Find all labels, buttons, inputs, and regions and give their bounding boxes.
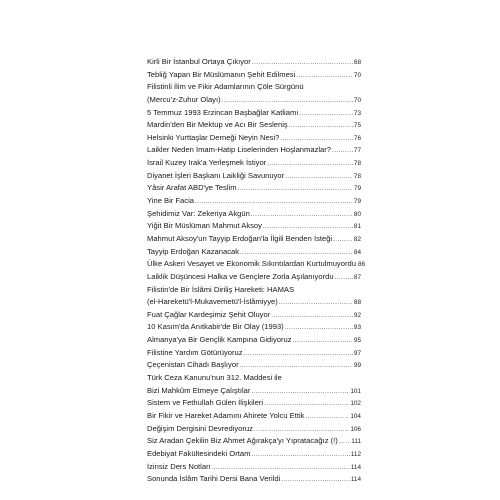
toc-entry-title: Fuat Çağlar Kardeşimiz Şehit Oluyor: [147, 309, 271, 319]
toc-entry-title: Yâsir Arafat ABD'ye Teslim: [147, 183, 237, 193]
toc-entry-page: 92: [353, 311, 361, 319]
toc-entry-title: Filistine Yardım Götürüyoruz: [147, 347, 243, 357]
toc-entry: [147, 132, 361, 145]
toc-entry: [147, 423, 361, 436]
toc-entry-page: 76: [353, 134, 361, 142]
dot-leader: [333, 234, 353, 247]
toc-entry-title: Mahmut Aksoy'un Tayyip Erdoğan'la İlgili Benden İsteği: [147, 233, 333, 243]
toc-entry: [147, 347, 361, 360]
toc-entry-title: Bir Fikir ve Hareket Adamını Ahirete Yolcu Ettik: [147, 410, 305, 420]
dot-leader: [335, 272, 353, 285]
toc-entry-page: 95: [353, 337, 361, 345]
toc-entry-page: 70: [353, 71, 361, 79]
toc-entry-page: 77: [353, 147, 361, 155]
toc-entry: [147, 309, 361, 322]
toc-entry: [147, 119, 361, 132]
toc-entry-title: Edebiyat Fakültesindeki Ortam: [147, 448, 251, 458]
toc-entry-page: 99: [353, 362, 361, 370]
dot-leader: [332, 145, 353, 158]
toc-entry: [147, 94, 361, 107]
toc-entry-title: Laiklik Düşüncesi Halka ve Gençlere Zorla Aşılanıyordu: [147, 271, 334, 281]
dot-leader: [238, 183, 353, 196]
table-of-contents: [147, 56, 366, 486]
dot-leader: [251, 209, 353, 222]
dot-leader: [289, 120, 353, 133]
dot-leader: [251, 449, 349, 462]
toc-entry-page: 73: [353, 109, 361, 117]
toc-entry: [147, 144, 361, 157]
toc-entry-page: 78: [353, 172, 361, 180]
dot-leader: [244, 348, 353, 361]
toc-entry-page: 104: [350, 412, 361, 420]
toc-entry-title: İsrail Kuzey Irak'a Yerleşmek İstiyor: [147, 158, 267, 168]
toc-entry-title: Yiğit Bir Müslüman Mahmut Aksoy: [147, 221, 262, 231]
toc-entry-title: Şehidimiz Var: Zekeriya Akgün: [147, 208, 250, 218]
toc-entry: [147, 473, 361, 486]
toc-entry-page: 114: [350, 476, 361, 484]
toc-entry-page: 112: [350, 450, 361, 458]
toc-entry-title: Siz Aradan Çekilin Biz Ahmet Ağırakça'yı Yıpratacağız (!): [147, 436, 338, 446]
toc-entry-page: 79: [353, 198, 361, 206]
toc-entry-title: Çeçenistan Cihadı Başlıyor: [147, 360, 239, 370]
toc-entry: [147, 271, 361, 284]
toc-entry-page: 114: [350, 463, 361, 471]
toc-entry-page: 102: [350, 400, 361, 408]
toc-entry-title: Türk Ceza Kanunu'nun 312. Maddesi ile: [147, 373, 282, 383]
dot-leader: [299, 108, 353, 121]
toc-entry-title: 10 Kasım'da Anıtkabir'de Bir Olay (1993): [147, 322, 284, 332]
dot-leader: [296, 70, 353, 83]
dot-leader: [279, 297, 353, 310]
toc-entry-title: Bizi Mahkûm Etmeye Çalıştılar: [147, 385, 251, 395]
toc-entry: [147, 170, 361, 183]
toc-entry-page: 70: [353, 96, 361, 104]
dot-leader: [305, 411, 349, 424]
toc-entry-title: Sonunda İslâm Tarihi Dersi Bana Verildi: [147, 474, 281, 484]
toc-entry-title: Mardin'den Bir Mektup ve Acı Bir Sesleniş: [147, 120, 288, 130]
toc-entry-title: Filistinli İlim ve Fikir Adamlarının Çöle Sürgünü: [147, 82, 304, 92]
toc-entry: [147, 397, 361, 410]
toc-entry-title: Almanya'ya Bir Gençlik Kampına Gidiyoruz: [147, 335, 292, 345]
toc-entry-page: 93: [353, 324, 361, 332]
toc-entry: [147, 56, 361, 69]
toc-entry: [147, 258, 366, 271]
toc-entry-title: Yine Bir Facia: [147, 196, 194, 206]
toc-entry: [147, 461, 361, 474]
toc-entry: [147, 410, 361, 423]
toc-entry-page: 79: [353, 185, 361, 193]
dot-leader: [285, 322, 353, 335]
toc-entry: [147, 435, 361, 448]
toc-entry-title: Sistem ve Fethullah Gülen İlişkileri: [147, 398, 264, 408]
toc-entry-page: 106: [350, 425, 361, 433]
toc-entry-page: 97: [353, 349, 361, 357]
dot-leader: [251, 386, 349, 399]
toc-entry-title: (Mercu'z-Zuhur Olayı): [147, 94, 221, 104]
toc-entry: [147, 385, 361, 398]
toc-entry-title: Tebliğ Yapan Bir Müslümanın Şehit Edilmesi: [147, 69, 296, 79]
toc-entry: [147, 359, 361, 372]
toc-entry-title: Tayyip Erdoğan Kazanacak: [147, 246, 240, 256]
toc-entry-page: 82: [353, 235, 361, 243]
toc-entry-title: Filistin'de Bir İslâmi Diriliş Hareketi: HAMAS: [147, 284, 295, 294]
toc-entry: [147, 334, 361, 347]
toc-entry-title: Laikler Neden İmam-Hatip Liselerinden Hoşlanmazlar?: [147, 145, 332, 155]
toc-entry-title: Değişim Dergisini Devrediyoruz: [147, 423, 253, 433]
toc-entry-title: Helsinki Yurttaşlar Derneği Neyin Nesi?: [147, 132, 280, 142]
toc-entry: [147, 81, 361, 94]
toc-entry: [147, 284, 361, 297]
toc-entry-title: Ülke Askeri Vesayet ve Ekonomik Sıkıntılardan Kurtulmuyordu: [147, 259, 356, 269]
toc-entry-page: 88: [353, 299, 361, 307]
dot-leader: [339, 436, 350, 449]
toc-entry: [147, 448, 361, 461]
toc-entry: [147, 208, 361, 221]
toc-entry-title: İzinsiz Ders Notları: [147, 461, 211, 471]
toc-entry-page: 111: [351, 438, 361, 446]
toc-entry: [147, 107, 361, 120]
toc-entry: [147, 220, 361, 233]
toc-entry-page: 101: [350, 387, 361, 395]
toc-entry: [147, 182, 361, 195]
toc-entry: [147, 233, 361, 246]
toc-entry: [147, 321, 361, 334]
toc-entry: [147, 246, 361, 259]
toc-entry: [147, 372, 361, 385]
toc-entry-page: 68: [353, 59, 361, 66]
toc-entry-page: 75: [353, 122, 361, 130]
toc-entry-page: 80: [353, 210, 361, 218]
toc-entry-page: 78: [353, 160, 361, 168]
toc-entry-title: 5 Temmuz 1993 Erzincan Başbağlar Katliamı: [147, 107, 299, 117]
toc-entry-title: Diyanet İşleri Başkanı Laikliği Savunuyor: [147, 170, 285, 180]
dot-leader: [281, 474, 350, 487]
toc-entry-title: Kirli Bir İstanbul Ortaya Çıkıyor: [147, 57, 251, 66]
dot-leader: [285, 171, 353, 184]
toc-entry-page: 87: [353, 273, 361, 281]
dot-leader: [293, 335, 353, 348]
toc-entry-title: (el-Hareketü'l-Mukavemetü'l-İslâmiyye): [147, 297, 278, 307]
toc-entry: [147, 69, 361, 82]
toc-entry: [147, 296, 361, 309]
toc-entry-page: 81: [353, 223, 361, 231]
toc-entry-page: 84: [353, 248, 361, 256]
toc-entry: [147, 195, 361, 208]
toc-entry: [147, 157, 361, 170]
toc-entry-page: 86: [357, 261, 366, 269]
